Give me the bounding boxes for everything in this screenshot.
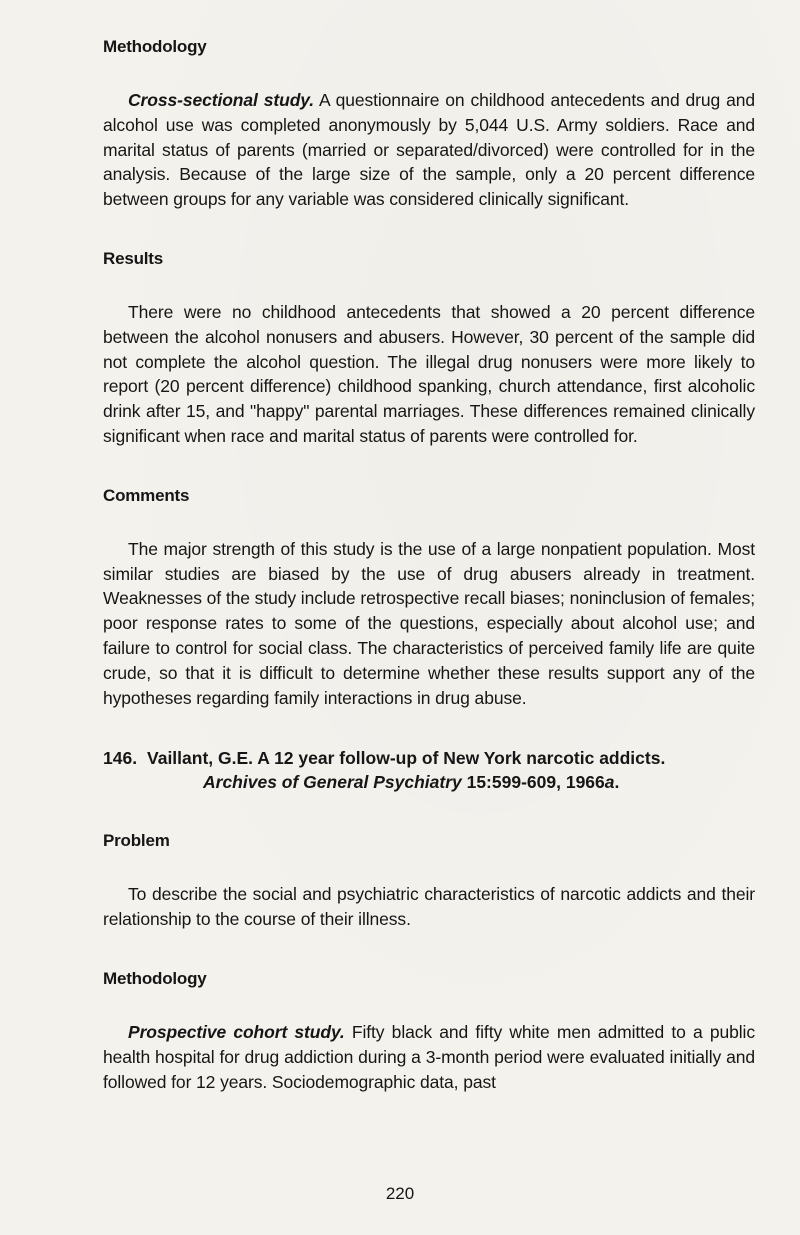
- methodology-text-2: Fifty black and fifty white men admitted to a public health hospital for drug addiction during a 3-month period were evaluated initially and followed for 12 years. Sociodemographic data, past: [103, 1021, 755, 1092]
- methodology-heading: Methodology: [103, 37, 207, 56]
- entry-author-title: Vaillant, G.E. A 12 year follow-up of New York narcotic addicts.: [147, 748, 666, 769]
- entry-citation: [103, 770, 755, 794]
- problem-paragraph: To describe the social and psychiatric characteristics of narcotic addicts and their relationship to the course of their illness.: [103, 884, 755, 930]
- journal-name: Archives of General Psychiatry: [203, 772, 462, 793]
- methodology-heading-2: Methodology: [103, 968, 207, 988]
- page-number: 220: [385, 1184, 415, 1203]
- study-type-label: Cross-sectional study.: [128, 90, 315, 110]
- citation-end: .: [614, 772, 620, 793]
- methodology-paragraph-2: [103, 1020, 755, 1094]
- methodology-text: A questionnaire on childhood antecedents and drug and alcohol use was completed anonymously by 5,044 U.S. Army soldiers. Race and marital status of parents (married or separated/divorced) were controlled for in the analysis. Because of the large size of the sample, only a 20 percent difference between groups for any variable was considered clinically significant.: [103, 90, 755, 210]
- study-type-label-2: Prospective cohort study.: [128, 1021, 345, 1042]
- results-paragraph: There were no childhood antecedents that showed a 20 percent difference between the alcohol nonusers and abusers. However, 30 percent of the sample did not complete the alcohol question. The illegal drug nonusers were more likely to report (20 percent difference) childhood spanking, church attendance, first alcoholic drink after 15, and "happy" parental marriages. These differences remained clinically significant when race and marital status of parents were controlled for.: [103, 301, 755, 446]
- methodology-paragraph: [103, 88, 755, 212]
- citation-suffix: a: [604, 772, 615, 793]
- problem-heading: Problem: [103, 831, 170, 851]
- page-content: [103, 36, 755, 1094]
- citation-volume: 15:599-609, 1966: [461, 772, 605, 793]
- comments-paragraph: The major strength of this study is the use of a large nonpatient population. Most similar studies are biased by the use of drug abusers already in treatment. Weaknesses of the study include retrospective recall biases; noninclusion of females; poor response rates to some of the questions, especially about alcohol use; and failure to control for social class. The characteristics of perceived family life are quite crude, so that it is difficult to determine whether these results support any of the hypotheses regarding family interactions in drug abuse.: [103, 538, 755, 708]
- comments-heading: Comments: [103, 485, 190, 505]
- results-heading: Results: [103, 248, 164, 268]
- entry-number: 146.: [103, 748, 138, 769]
- reference-entry: [103, 746, 755, 794]
